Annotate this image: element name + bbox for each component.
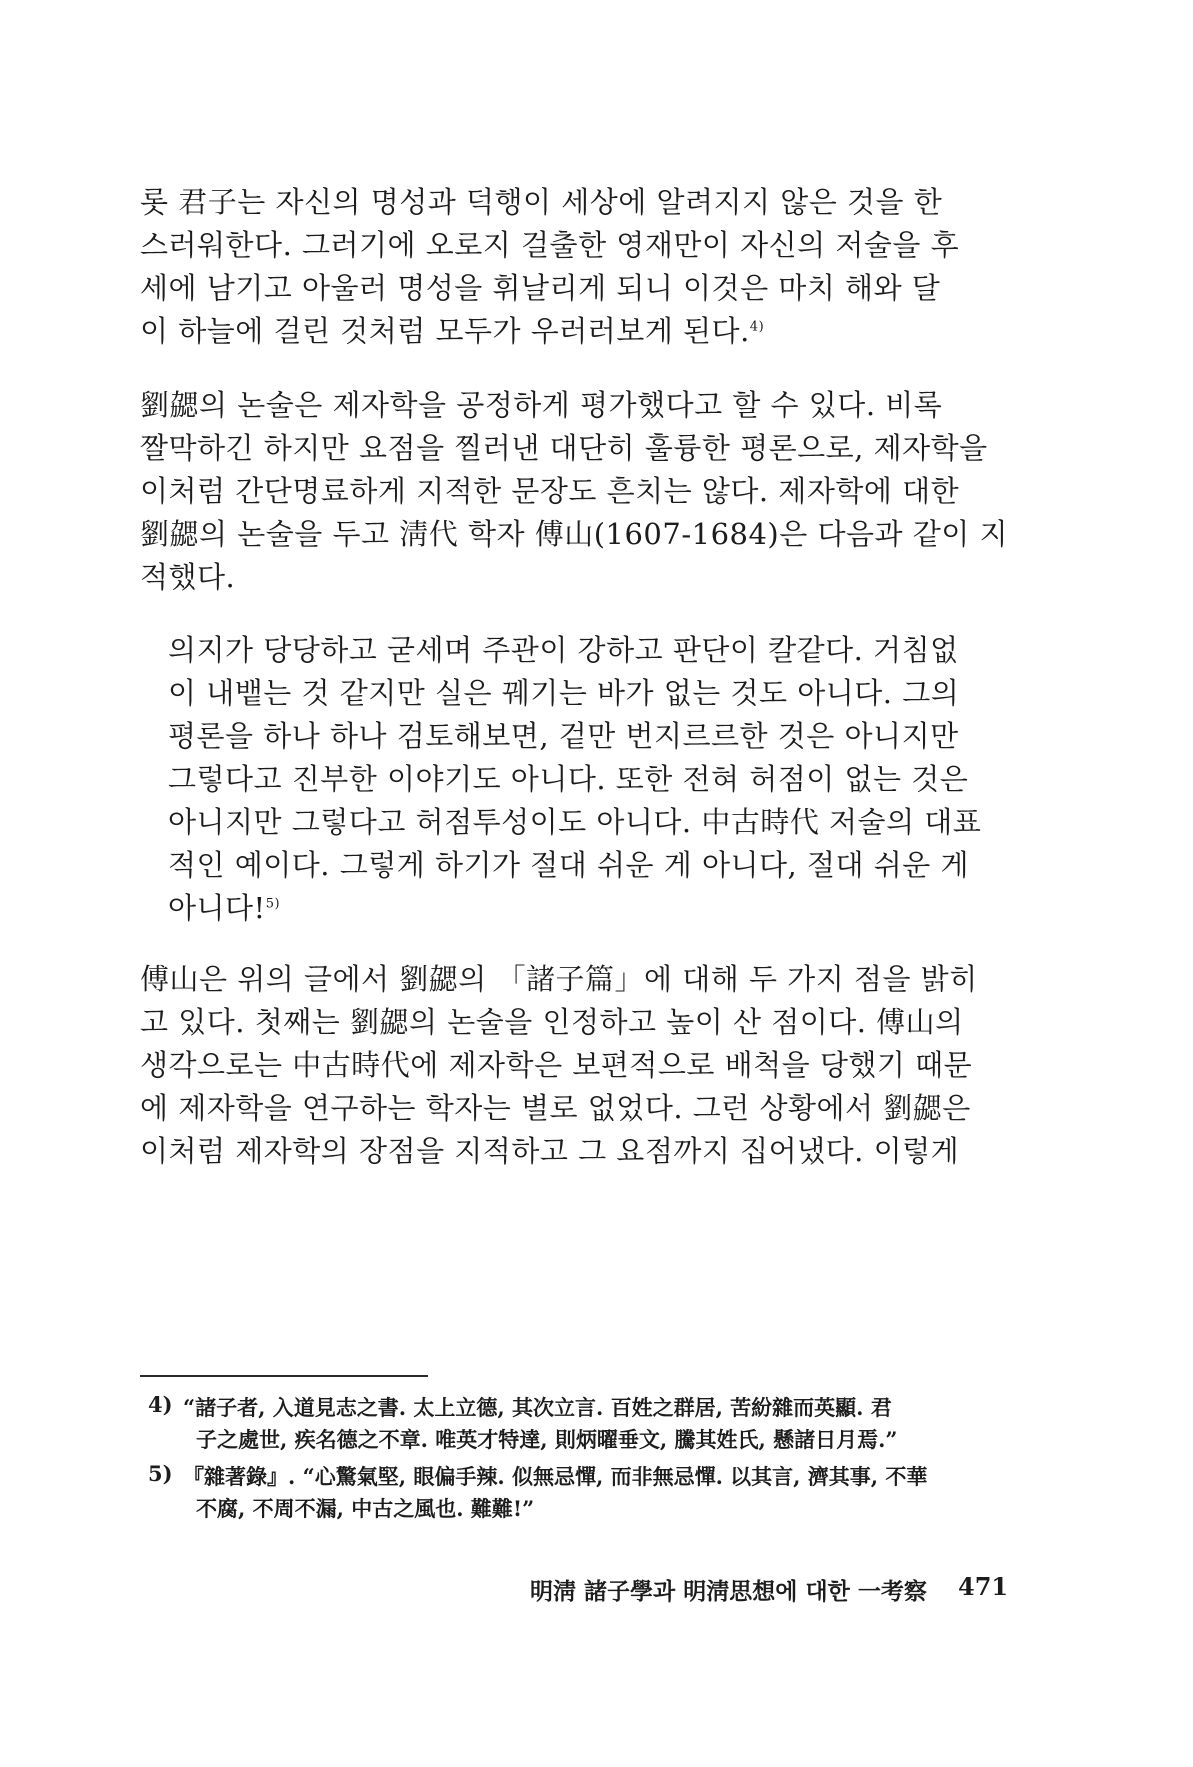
paragraph2-line: 이처럼 간단명료하게 지적한 문장도 흔치는 않다. 제자학에 대한 (140, 474, 960, 508)
paragraph3-line: 고 있다. 첫째는 劉勰의 논술을 인정하고 높이 산 점이다. 傅山의 (140, 1005, 964, 1039)
paragraph3-line: 傅山은 위의 글에서 劉勰의 「諸子篇」에 대해 두 가지 점을 밝히 (140, 962, 978, 996)
running-head: 明淸 諸子學과 明淸思想에 대한 一考察 (530, 1578, 927, 1605)
footnote-5-number: 5) (148, 1461, 173, 1486)
paragraph2-line: 劉勰의 논술은 제자학을 공정하게 평가했다고 할 수 있다. 비록 (140, 388, 943, 422)
paragraph3-line: 이처럼 제자학의 장점을 지적하고 그 요점까지 집어냈다. 이렇게 (140, 1134, 960, 1168)
footnote-4-number: 4) (148, 1392, 173, 1417)
footnote-ref-4: 4) (749, 319, 765, 335)
quote-line: 적인 예이다. 그렇게 하기가 절대 쉬운 게 아니다, 절대 쉬운 게 (168, 848, 969, 882)
footnote-divider (140, 1375, 428, 1377)
quote-line: 그렇다고 진부한 이야기도 아니다. 또한 전혀 허점이 없는 것은 (168, 762, 969, 796)
paragraph2-line: 劉勰의 논술을 두고 淸代 학자 傅山(1607-1684)은 다음과 같이 지 (140, 517, 1008, 551)
quote-text: 아니다! (168, 891, 266, 925)
footnote-4-line: “諸子者, 入道見志之書. 太上立德, 其次立言. 百姓之群居, 苦紛雜而英顯. 君 (183, 1395, 892, 1420)
quote-line-last (168, 886, 998, 927)
quote-line: 평론을 하나 하나 검토해보면, 겉만 번지르르한 것은 아니지만 (168, 719, 959, 753)
paragraph2-line: 짤막하긴 하지만 요점을 찔러낸 대단히 훌륭한 평론으로, 제자학을 (140, 431, 988, 465)
footnote-5-line: 不腐, 不周不漏, 中古之風也. 難難!” (196, 1496, 535, 1521)
paragraph1-line: 스러워한다. 그러기에 오로지 걸출한 영재만이 자신의 저술을 후 (140, 228, 960, 262)
footnote-5-line: 『雜著錄』. “心驚氣堅, 眼偏手辣. 似無忌憚, 而非無忌憚. 以其言, 濟其事, 不華 (183, 1464, 928, 1489)
paragraph2-line: 적했다. (140, 560, 236, 594)
page-number: 471 (958, 1572, 1009, 1601)
paragraph1-line: 롯 君子는 자신의 명성과 덕행이 세상에 알려지지 않은 것을 한 (140, 185, 943, 219)
quote-line: 의지가 당당하고 굳세며 주관이 강하고 판단이 칼같다. 거침없 (168, 633, 959, 667)
quote-line: 이 내뱉는 것 같지만 실은 꿰기는 바가 없는 것도 아니다. 그의 (168, 676, 960, 710)
quote-line: 아니지만 그렇다고 허점투성이도 아니다. 中古時代 저술의 대표 (168, 805, 982, 839)
paragraph3-line: 생각으로는 中古時代에 제자학은 보편적으로 배척을 당했기 때문 (140, 1048, 973, 1082)
paragraph1-line-last (140, 309, 1020, 350)
footnote-4-line: 子之處世, 疾名德之不章. 唯英才特達, 則炳曜垂文, 騰其姓氏, 懸諸日月焉.” (196, 1427, 898, 1452)
paragraph3-line: 에 제자학을 연구하는 학자는 별로 없었다. 그런 상황에서 劉勰은 (140, 1091, 971, 1125)
paragraph1-text: 이 하늘에 걸린 것처럼 모두가 우러러보게 된다. (140, 314, 750, 348)
footnote-ref-5: 5) (265, 896, 281, 912)
paragraph1-line: 세에 남기고 아울러 명성을 휘날리게 되니 이것은 마치 해와 달 (140, 271, 941, 305)
